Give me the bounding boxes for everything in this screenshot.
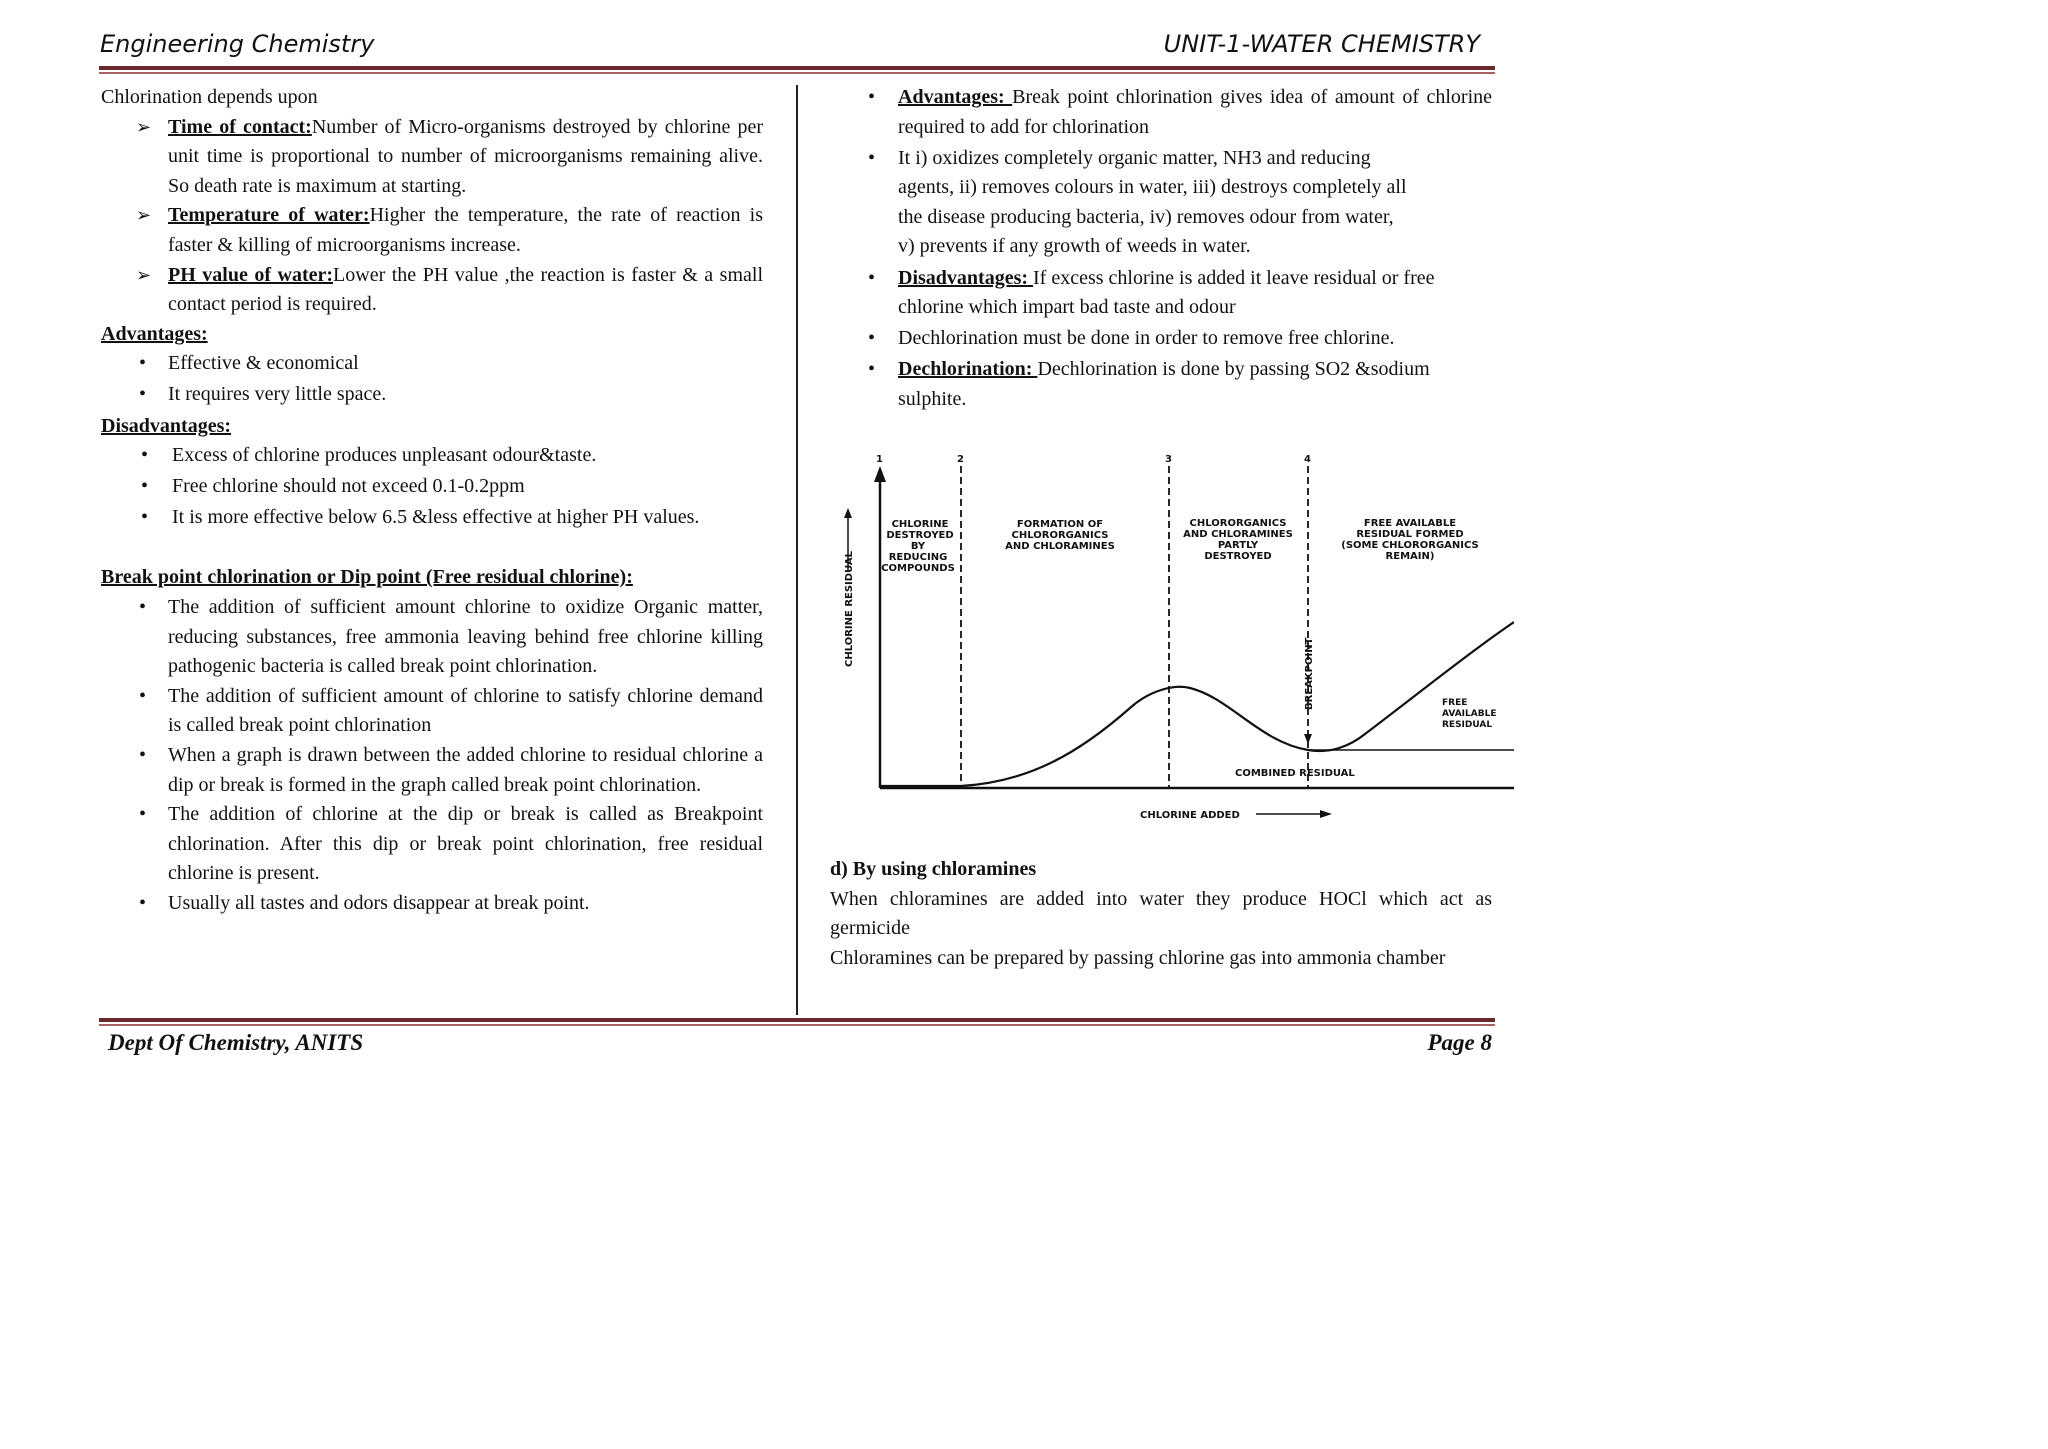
zone-label: REDUCING (888, 552, 948, 563)
y-axis-label: CHLORINE RESIDUAL (844, 550, 855, 667)
header-rule (99, 66, 1495, 70)
list-item-text: When a graph is drawn between the added chlorine to residual chlorine a dip or break is formed in the graph called break point chlorination. (168, 743, 763, 796)
zone-label: AND CHLORAMINES (1005, 541, 1115, 552)
list-item-text: The addition of chlorine at the dip or break is called as Breakpoint chlorination. After this dip or break point chlorination, free residual chlorine is present. (168, 803, 763, 885)
list-item-text: Effective & economical (168, 352, 359, 375)
breakpoint-chlorination-figure (830, 452, 1514, 832)
breakpoint-notes-list (830, 83, 1492, 415)
zone-label: (SOME CHLORORGANICS (1341, 540, 1479, 551)
factor-term: PH value of water: (168, 263, 334, 286)
list-item-text: Excess of chlorine produces unpleasant odour&taste. (172, 444, 597, 467)
residual-curve (880, 622, 1514, 786)
dechlorination-label: Dechlorination: (898, 358, 1038, 381)
zone-label: DESTROYED (1204, 551, 1272, 562)
bullet-icon: • (141, 475, 149, 498)
bullet-icon: • (139, 383, 147, 406)
footer-page-number: Page 8 (1427, 1030, 1492, 1055)
left-column (101, 83, 763, 919)
zone-label: CHLORORGANICS (1189, 518, 1287, 529)
list-item (101, 889, 763, 919)
list-item (101, 741, 763, 800)
footer-rule-thin (99, 1024, 1495, 1026)
zone-number: 4 (1304, 454, 1311, 465)
factor-text: Number of Micro-organisms destroyed by chlorine per unit time is proportional to number of microorganisms remaining alive. So death rate is maximum at starting. (168, 115, 763, 197)
zone-label: FORMATION OF (1016, 519, 1104, 530)
zone-label: BY (910, 541, 926, 552)
zone-label: FREE AVAILABLE (1363, 518, 1457, 529)
oxidizes-line: agents, ii) removes colours in water, iii) destroys completely all (898, 176, 1407, 199)
bullet-icon: • (139, 352, 147, 375)
y-label-arrow-icon (844, 508, 852, 518)
y-axis-arrow-icon (874, 466, 886, 482)
bullet-icon: • (139, 891, 147, 914)
factor-text: Higher the temperature, the rate of reaction is faster & killing of microorganisms increase. (168, 204, 763, 256)
chlorination-intro: Chlorination depends upon (101, 86, 318, 108)
list-item (101, 503, 763, 533)
bullet-icon: • (139, 743, 147, 766)
list-item (101, 380, 763, 410)
list-item-text: Usually all tastes and odors disappear at break point. (168, 891, 590, 914)
list-item (830, 83, 1492, 142)
list-item-text: It is more effective below 6.5 &less effective at higher PH values. (172, 506, 700, 529)
factor-text: Lower the PH value ,the reaction is faster & a small contact period is required. (168, 263, 763, 316)
header-title-right: UNIT-1-WATER CHEMISTRY (1163, 30, 1480, 58)
zone-number: 3 (1165, 454, 1172, 465)
list-item (830, 144, 1492, 262)
bullet-icon: • (868, 358, 876, 381)
footer-department: Dept Of Chemistry, ANITS (108, 1030, 364, 1055)
arrow-bullet-icon: ➢ (136, 264, 152, 285)
oxidizes-line: It i) oxidizes completely organic matter, NH3 and reducing (898, 146, 1371, 169)
bullet-icon: • (139, 596, 147, 618)
list-item (101, 201, 763, 260)
list-item (101, 441, 763, 471)
footer-rule (99, 1018, 1495, 1022)
bullet-icon: • (868, 146, 876, 169)
zone-label: DESTROYED (886, 530, 954, 541)
zone-number: 2 (957, 454, 964, 465)
advantages-text: Break point chlorination gives idea of amount of chlorine required to add for chlorination (898, 86, 1493, 138)
breakpoint-list (101, 593, 763, 919)
list-item (830, 264, 1492, 323)
header-title-left: Engineering Chemistry (100, 30, 375, 58)
bullet-icon: • (139, 803, 147, 826)
list-item (101, 113, 763, 202)
list-item (101, 800, 763, 889)
chloramines-section (830, 855, 1492, 973)
list-item (101, 349, 763, 379)
disadvantages-label: Disadvantages: (898, 266, 1034, 289)
bullet-icon: • (141, 444, 149, 467)
bullet-icon: • (868, 327, 876, 350)
chloramines-heading: d) By using chloramines (830, 858, 1037, 880)
list-item-text: The addition of sufficient amount of chlorine to satisfy chlorine demand is called break point chlorination (168, 684, 763, 737)
zone-label: CHLORORGANICS (1011, 530, 1109, 541)
zone-label: CHLORINE (891, 519, 949, 530)
advantages-label: Advantages: (898, 86, 1013, 108)
factor-term: Temperature of water: (168, 204, 370, 227)
chloramines-paragraph: Chloramines can be prepared by passing chlorine gas into ammonia chamber (830, 946, 1446, 969)
zone-label: AND CHLORAMINES (1183, 529, 1293, 540)
list-item (830, 324, 1492, 354)
list-item-text: It requires very little space. (168, 383, 387, 406)
arrow-bullet-icon: ➢ (136, 205, 152, 226)
bullet-icon: • (141, 506, 149, 529)
zone-label: COMPOUNDS (881, 563, 955, 574)
dechlorination-note: Dechlorination must be done in order to remove free chlorine. (898, 327, 1395, 350)
dechlorination-text: Dechlorination is done by passing SO2 &sodium sulphite. (898, 358, 1430, 410)
list-item-text: The addition of sufficient amount chlorine to oxidize Organic matter, reducing substances, free ammonia leaving behind free chlorine killing pathogenic bacteria is called break point chlorination. (168, 596, 763, 678)
breakpoint-arrow-icon (1304, 734, 1312, 744)
zone-label: RESIDUAL FORMED (1356, 529, 1464, 540)
factor-term: Time of contact: (168, 115, 312, 138)
chlorination-factors-list (101, 113, 763, 320)
list-item-text: Free chlorine should not exceed 0.1-0.2ppm (172, 475, 525, 498)
breakpoint-label: BREAKPOINT (1304, 637, 1315, 710)
column-divider (796, 85, 798, 1015)
x-axis-label: CHLORINE ADDED (1140, 810, 1240, 821)
list-item (101, 472, 763, 502)
zone-label: PARTLY (1217, 540, 1259, 551)
advantages-heading: Advantages: (101, 322, 208, 345)
bullet-icon: • (868, 86, 876, 108)
spacer (101, 534, 763, 563)
free-residual-label: RESIDUAL (1442, 720, 1493, 730)
bullet-icon: • (139, 684, 147, 707)
zone-label: REMAIN) (1385, 551, 1435, 562)
zone-number: 1 (876, 454, 883, 465)
bullet-icon: • (868, 266, 876, 289)
arrow-bullet-icon: ➢ (136, 116, 152, 137)
header-rule-thin (99, 72, 1495, 74)
disadvantages-heading: Disadvantages: (101, 414, 232, 437)
chloramines-paragraph: When chloramines are added into water they produce HOCl which act as germicide (830, 887, 1492, 940)
free-residual-label: AVAILABLE (1442, 709, 1497, 719)
list-item (101, 682, 763, 741)
oxidizes-line: the disease producing bacteria, iv) removes odour from water, (898, 205, 1394, 228)
list-item (830, 355, 1492, 414)
breakpoint-heading: Break point chlorination or Dip point (Free residual chlorine): (101, 566, 633, 589)
disadvantages-list (101, 441, 763, 533)
x-label-arrow-icon (1320, 810, 1332, 818)
list-item (101, 593, 763, 682)
disadvantages-text: If excess chlorine is added it leave residual or free chlorine which impart bad taste and odour (898, 266, 1435, 319)
oxidizes-line: v) prevents if any growth of weeds in water. (898, 235, 1251, 258)
right-column (830, 83, 1492, 416)
combined-residual-label: COMBINED RESIDUAL (1235, 768, 1355, 779)
free-residual-label: FREE (1442, 698, 1468, 708)
breakpoint-chlorination-diagram (830, 452, 1514, 832)
advantages-list (101, 349, 763, 410)
list-item (101, 261, 763, 320)
